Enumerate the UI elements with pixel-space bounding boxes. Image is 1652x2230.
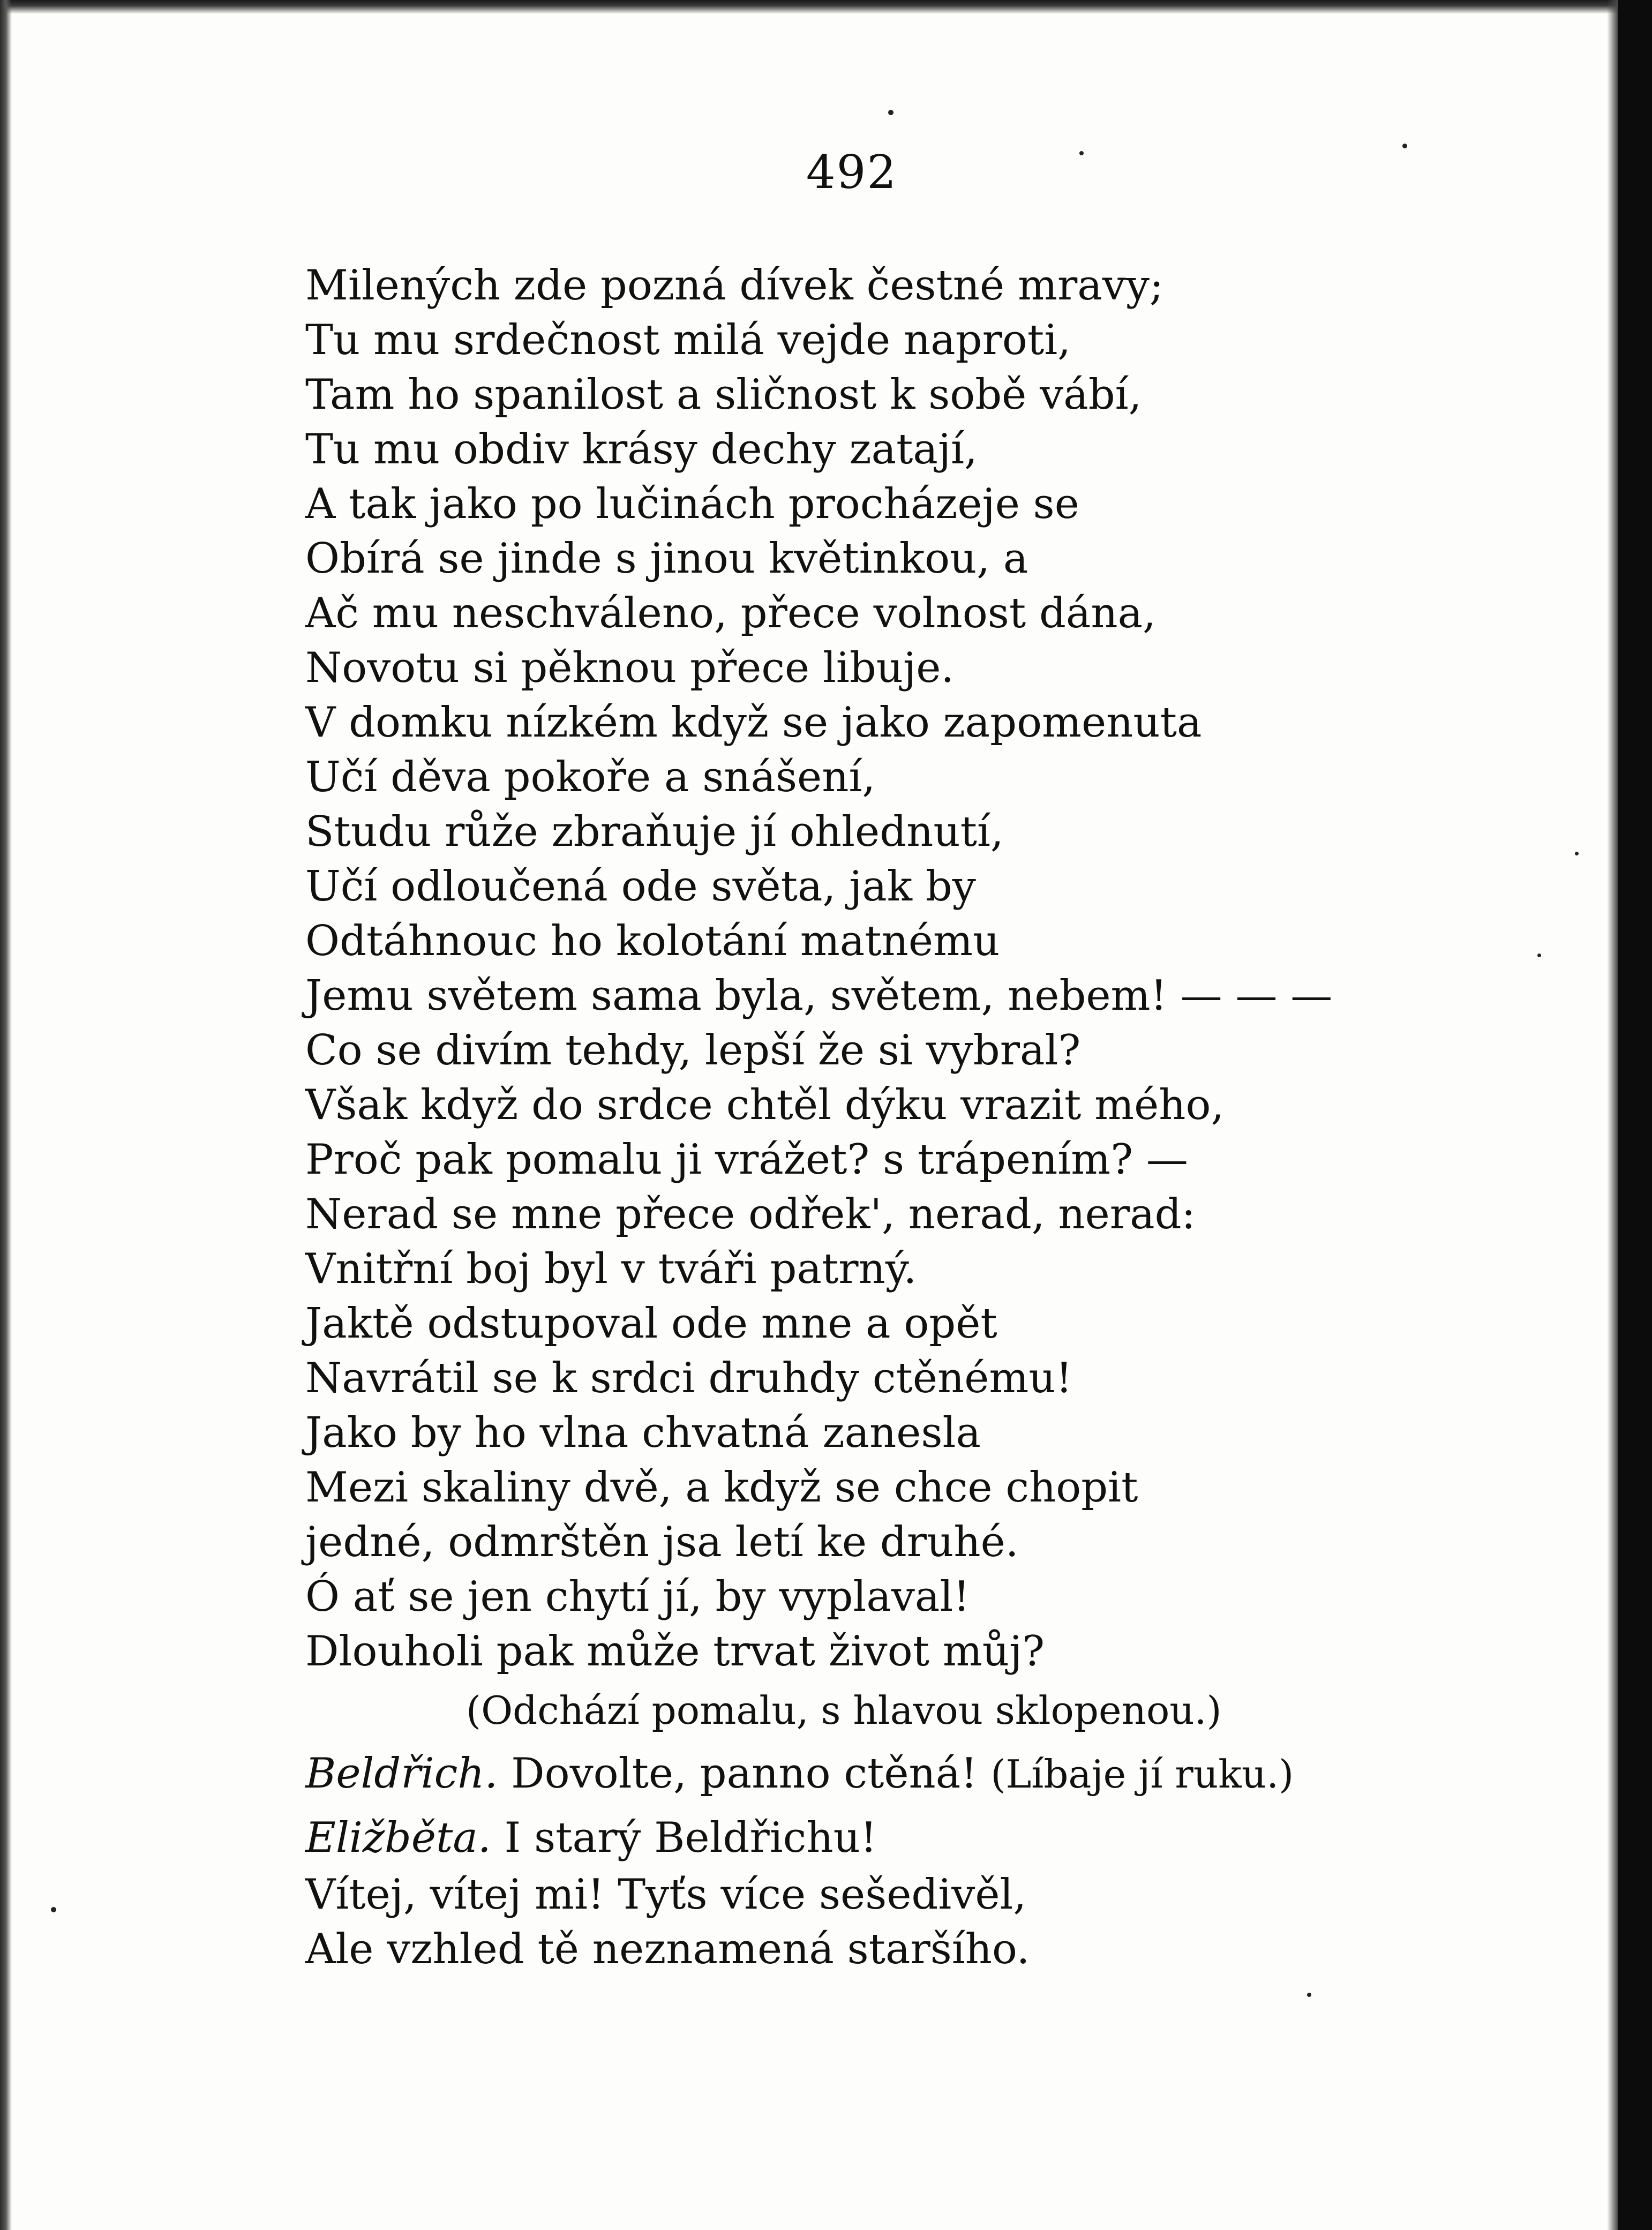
dust-speck [1575, 852, 1579, 855]
dust-speck [1307, 1993, 1311, 1997]
page-top-edge [0, 0, 1652, 14]
page-number: 492 [806, 146, 898, 199]
verse-line: Odtáhnouc ho kolotání matnému [305, 917, 1000, 965]
page-left-edge [0, 0, 12, 2230]
verse-line: Mezi skaliny dvě, a když se chce chopit [305, 1463, 1138, 1512]
speech-line: Ale vzhled tě neznamená staršího. [305, 1925, 1030, 1973]
speech-line: Vítej, vítej mi! Tyťs více sešedivěl, [305, 1871, 1027, 1919]
verse-line: Tu mu srdečnost milá vejde naproti, [305, 316, 1071, 364]
verse-line: Učí děva pokoře a snášení, [305, 753, 876, 801]
dust-speck [1402, 144, 1407, 148]
speech-text: I starý Beldřichu! [504, 1814, 877, 1862]
verse-line: Milených zde pozná dívek čestné mravy; [305, 261, 1164, 310]
verse-line: V domku nízkém když se jako zapomenuta [305, 699, 1202, 747]
verse-line: Co se divím tehdy, lepší že si vybral? [305, 1026, 1081, 1075]
verse-line: Ó ať se jen chytí jí, by vyplaval! [305, 1573, 970, 1621]
speech-text: Dovolte, panno ctěná! [511, 1750, 978, 1798]
verse-line: Jako by ho vlna chvatná zanesla [305, 1409, 981, 1457]
stage-aside: (Líbaje jí ruku.) [990, 1752, 1294, 1797]
verse-line: Proč pak pomalu ji vrážet? s trápením? — [305, 1136, 1188, 1184]
poem-text [305, 258, 1537, 1977]
verse-line: Novotu si pěknou přece libuje. [305, 644, 955, 692]
verse-line: Učí odloučená ode světa, jak by [305, 862, 976, 911]
page-right-edge [1618, 0, 1652, 2230]
dust-speck [888, 110, 893, 115]
stage-direction: (Odchází pomalu, s hlavou sklopenou.) [466, 1688, 1222, 1733]
page-right-shadow [1607, 0, 1618, 2230]
verse-line: Navrátil se k srdci druhdy ctěnému! [305, 1354, 1072, 1402]
verse-line: jedné, odmrštěn jsa letí ke druhé. [305, 1518, 1019, 1566]
verse-line: Však když do srdce chtěl dýku vrazit mého, [305, 1081, 1225, 1129]
verse-line: Tam ho spanilost a sličnost k sobě vábí, [305, 371, 1142, 419]
speech-beldrich [305, 1744, 1537, 1803]
verse-line: Obírá se jinde s jinou květinkou, a [305, 535, 1028, 583]
verse-line: Ač mu neschváleno, přece volnost dána, [305, 589, 1156, 637]
dust-speck [1079, 151, 1084, 155]
verse-line: A tak jako po lučinách procházeje se [305, 480, 1079, 528]
verse-line: Dlouholi pak může trvat život můj? [305, 1627, 1045, 1676]
verse-line: Jemu světem sama byla, světem, nebem! — — — [305, 972, 1333, 1020]
dust-speck [51, 1907, 56, 1912]
verse-line: Studu růže zbraňuje jí ohlednutí, [305, 808, 1004, 856]
verse-line: Vnitřní boj byl v tváři patrný. [305, 1245, 917, 1293]
speech-elizbeta [305, 1808, 1537, 1977]
speaker-name: Eližběta. [305, 1814, 491, 1862]
dust-speck [1537, 953, 1541, 957]
verse-line: Jaktě odstupoval ode mne a opět [305, 1300, 997, 1348]
speech-first-line [305, 1808, 1537, 1867]
verse-line: Tu mu obdiv krásy dechy zatají, [305, 425, 978, 474]
verse-line: Nerad se mne přece odřek', nerad, nerad: [305, 1190, 1196, 1238]
speaker-name: Beldřich. [305, 1750, 498, 1798]
